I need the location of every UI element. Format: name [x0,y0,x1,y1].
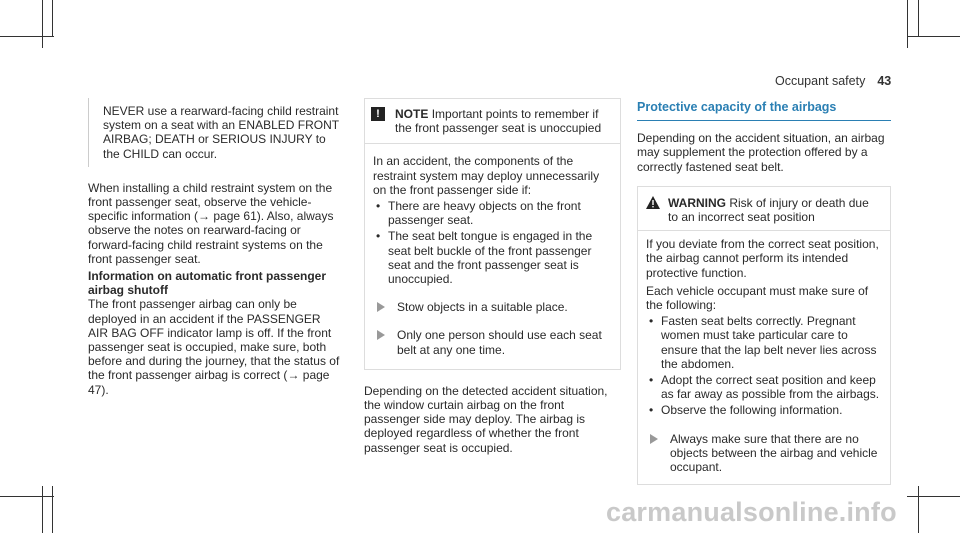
warning-label: WARNING [668,195,726,210]
column-2 [364,98,621,455]
list-item: • Fasten seat belts correctly. Pregnant women must take particular care to ensure that the lap belt never lies across the abdomen. [649,314,877,371]
step-arrow-icon [377,330,385,340]
step-text: Stow objects in a suitable place. [397,300,568,315]
crop-mark [42,0,43,48]
crop-mark [52,486,53,533]
note-header [365,99,620,143]
column-3 [637,100,891,485]
note-icon: ! [371,107,385,121]
section-heading: Protective capacity of the airbags [637,100,837,114]
step-arrow-icon [650,434,658,444]
note-bullet-list [373,199,612,286]
step-text: Always make sure that there are no objects between the airbag and vehicle occupant. [670,431,878,475]
paragraph [88,181,342,266]
watermark: carmanualsonline.info [606,497,897,527]
crop-mark [907,496,960,497]
section-title: Occupant safety [775,74,866,88]
crop-mark [907,0,908,48]
page-link[interactable]: → page 47 [88,368,330,397]
step-text: Only one person should use each seat belt at any one time. [397,328,602,357]
note-box [364,98,621,370]
warning-text: If you deviate from the correct seat position, the airbag cannot perform its intended protective function. [646,237,879,280]
crop-mark [907,36,960,37]
warning-body [638,230,890,484]
page-number: 43 [877,74,892,88]
list-item: • The seat belt tongue is engaged in the seat belt buckle of the front passenger seat and the front passenger seat is unoccupied. [376,229,593,287]
warning-title [668,196,882,224]
text: ). [101,382,109,397]
page-link[interactable]: → page 61 [198,209,257,224]
column-1 [88,98,342,397]
warning-text: Each vehicle occupant must make sure of the following: [646,283,869,313]
warning-box [88,98,342,167]
crop-mark [0,36,54,37]
step-item [373,328,612,356]
note-label: NOTE [395,107,429,121]
note-title-text: Important points to remember if the front passenger seat is unoccupied [395,107,602,136]
note-intro: In an accident, the components of the restraint system may deploy unnecessarily on the front passenger side if: [373,154,600,197]
crop-mark [0,496,54,497]
warning-text: NEVER use a rearward-facing child restraint system on a seat with an ENABLED FRONT AIRBAG; DEATH or SERIOUS INJURY to the CHILD can occur. [103,104,339,161]
list-item: • There are heavy objects on the front passenger seat. [376,199,581,228]
warning-title-text: Risk of injury or death due to an incorrect seat position [668,195,869,225]
text: When installing a child restraint system on the front passenger seat, observe the vehicle-specific information ( [88,180,333,224]
paragraph: Depending on the detected accident situation, the window curtain airbag on the front passenger side may deploy. The airbag is deployed regardless of whether the front passenger seat is occupied. [364,383,608,455]
divider [637,120,891,121]
step-item [646,432,882,475]
crop-mark [42,486,43,533]
text: ). Also, always observe the notes on rearward-facing or forward-facing child restraint systems on the front passenger seat. [88,209,334,266]
crop-mark [918,0,919,37]
warning-box [637,186,891,485]
heading: Information on automatic front passenger airbag shutoff [88,269,327,298]
warning-header [638,187,890,230]
text: The front passenger airbag can only be deployed in an accident if the PASSENGER AIR BAG OFF indicator lamp is off. If the front passenger seat is occupied, make sure, both before and during the journey, that the status of the front passenger airbag is correct ( [88,297,340,383]
list-item: • Adopt the correct seat position and keep as far away as possible from the airbags. [649,373,880,402]
crop-mark [918,486,919,533]
paragraph [88,297,342,396]
paragraph: Depending on the accident situation, an airbag may supplement the protection offered by a correctly fastened seat belt. [637,131,885,174]
page-header [775,74,891,88]
step-arrow-icon [377,302,385,312]
warning-bullet-list [646,314,882,417]
note-title [395,107,612,135]
note-body [365,143,620,368]
list-item: • Observe the following information. [649,403,843,418]
step-item [373,300,612,314]
warning-triangle-icon [646,196,660,212]
crop-mark [52,0,53,37]
